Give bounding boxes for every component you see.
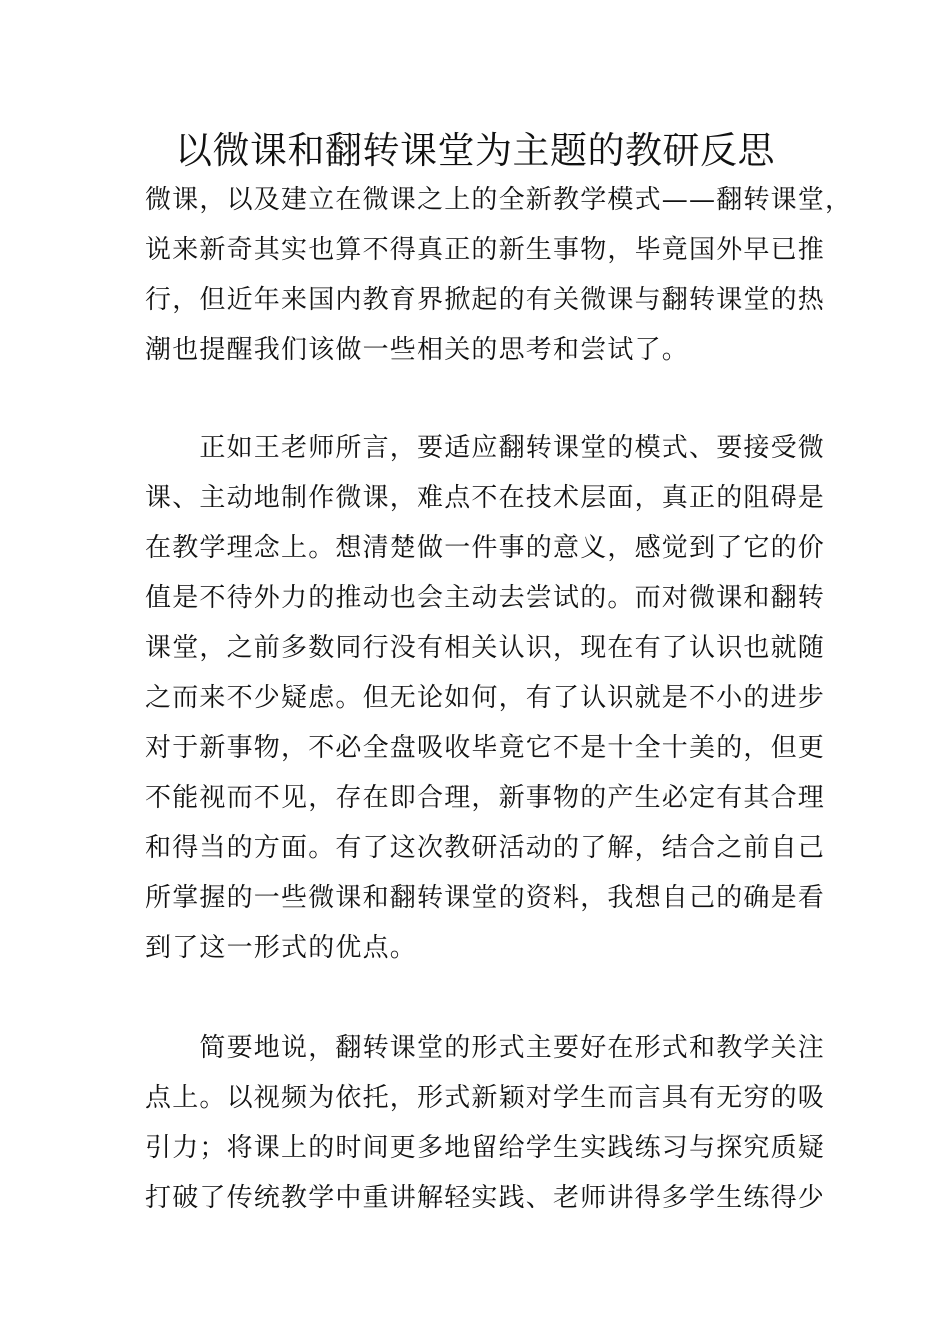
paragraph-line: 打破了传统教学中重讲解轻实践、老师讲得多学生练得少: [145, 1183, 826, 1213]
paragraph-line: 说来新奇其实也算不得真正的新生事物，毕竟国外早已推: [145, 235, 826, 265]
paragraph-line: 正如王老师所言，要适应翻转课堂的模式、要接受微: [145, 433, 826, 463]
paragraph-line: 微课，以及建立在微课之上的全新教学模式——翻转课堂，: [145, 185, 853, 215]
paragraph-line: 值是不待外力的推动也会主动去尝试的。而对微课和翻转: [145, 583, 826, 613]
paragraph-line: 不能视而不见，存在即合理，新事物的产生必定有其合理: [145, 783, 826, 813]
paragraph-line: 点上。以视频为依托，形式新颖对学生而言具有无穷的吸: [145, 1083, 826, 1113]
paragraph-line: 所掌握的一些微课和翻转课堂的资料，我想自己的确是看: [145, 883, 826, 913]
paragraph-line: 引力；将课上的时间更多地留给学生实践练习与探究质疑: [145, 1133, 826, 1163]
paragraph-line: 到了这一形式的优点。: [145, 933, 418, 963]
paragraph-line: 之而来不少疑虑。但无论如何，有了认识就是不小的进步: [145, 683, 826, 713]
paragraph-line: 对于新事物，不必全盘吸收毕竟它不是十全十美的，但更: [145, 733, 826, 763]
paragraph-line: 行，但近年来国内教育界掀起的有关微课与翻转课堂的热: [145, 285, 826, 315]
paragraph-line: 潮也提醒我们该做一些相关的思考和尝试了。: [145, 335, 690, 365]
paragraph-line: 课堂，之前多数同行没有相关认识，现在有了认识也就随: [145, 633, 826, 663]
paragraph-line: 简要地说，翻转课堂的形式主要好在形式和教学关注: [145, 1033, 826, 1063]
paragraph-line: 课、主动地制作微课，难点不在技术层面，真正的阻碍是: [145, 483, 826, 513]
document-title: 以微课和翻转课堂为主题的教研反思: [175, 129, 775, 172]
paragraph-line: 和得当的方面。有了这次教研活动的了解，结合之前自己: [145, 833, 826, 863]
paragraph-line: 在教学理念上。想清楚做一件事的意义，感觉到了它的价: [145, 533, 826, 563]
